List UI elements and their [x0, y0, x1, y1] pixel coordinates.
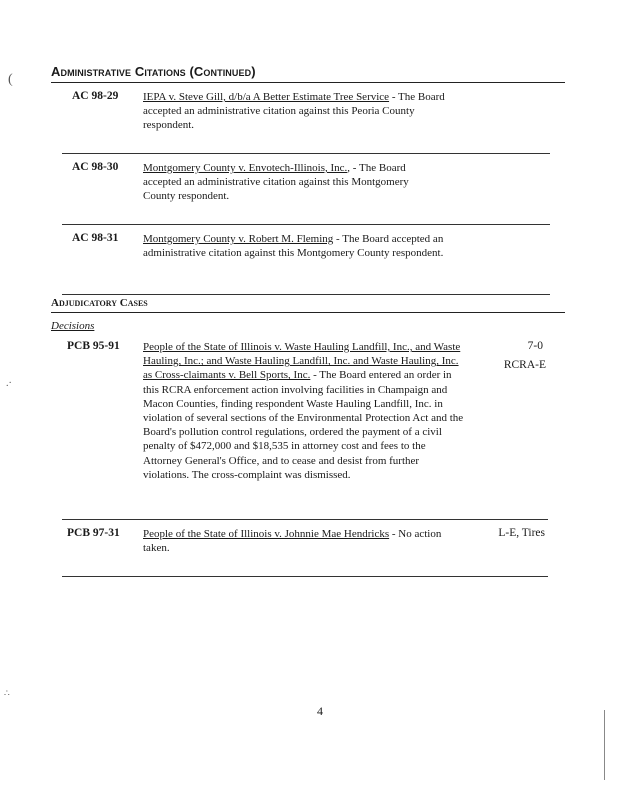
citation-text	[143, 90, 461, 133]
scan-mark: .·	[6, 378, 12, 389]
case-name: People of the State of Illinois v. Waste Hauling Landfill, Inc., and Waste Hauling, Inc.; and Waste Hauling Landfill, Inc. and Waste Hauling, Inc. as Cross-claimants v. Bell Sports, Inc.	[143, 341, 461, 382]
case-category: L-E, Tires	[498, 527, 545, 539]
scan-mark: ∴	[4, 688, 10, 698]
divider	[62, 576, 548, 577]
divider	[62, 519, 548, 520]
case-category: RCRA-E	[503, 359, 546, 371]
case-name: Montgomery County v. Robert M. Fleming	[143, 233, 334, 245]
page-number: 4	[317, 704, 323, 718]
case-description: , - The Board accepted an administrative citation against this Montgomery County respondent.	[143, 162, 409, 203]
citation-text	[143, 232, 465, 260]
vote-count: 7-0	[527, 340, 543, 352]
section-title-adjudicatory-cases: Adjudicatory Cases	[51, 297, 148, 309]
section-title-administrative-citations: Administrative Citations (Continued)	[51, 64, 256, 79]
scan-mark: (	[8, 72, 13, 87]
case-description: - The Board accepted an administrative citation against this Peoria County respondent.	[143, 91, 445, 132]
case-number: PCB 97-31	[67, 527, 120, 539]
case-name: Montgomery County v. Envotech-Illinois, Inc.	[143, 162, 348, 174]
case-text	[143, 527, 453, 555]
case-text	[143, 340, 465, 482]
header-rule	[51, 82, 565, 83]
case-description: - The Board entered an order in this RCRA enforcement action involving facilities in Champaign and Macon Counties, finding respondent Waste Hauling Landfill, Inc. in violation of several sections of the Environmental Protection Act and the Board's pollution control regulations, ordered the payment of a civil penalty of $472,000 and $18,535 in attorney cost and fees to the Attorney General's Office, and to cease and desist from further violations. The cross-complaint was dismissed.	[143, 369, 464, 481]
case-name: People of the State of Illinois v. Johnnie Mae Hendricks	[143, 528, 390, 540]
subsection-title-decisions: Decisions	[51, 320, 95, 332]
case-description: - The Board accepted an administrative citation against this Montgomery County respondent.	[143, 233, 444, 260]
citation-text	[143, 161, 443, 204]
divider	[62, 294, 550, 295]
divider	[62, 153, 550, 154]
divider	[62, 224, 550, 225]
case-description: - No action taken.	[143, 528, 442, 555]
header-rule	[51, 312, 565, 313]
citation-number: AC 98-30	[72, 161, 119, 173]
scan-edge-line	[604, 710, 605, 780]
citation-number: AC 98-31	[72, 232, 119, 244]
case-name: IEPA v. Steve Gill, d/b/a A Better Estimate Tree Service	[143, 91, 390, 103]
citation-number: AC 98-29	[72, 90, 119, 102]
case-number: PCB 95-91	[67, 340, 120, 352]
